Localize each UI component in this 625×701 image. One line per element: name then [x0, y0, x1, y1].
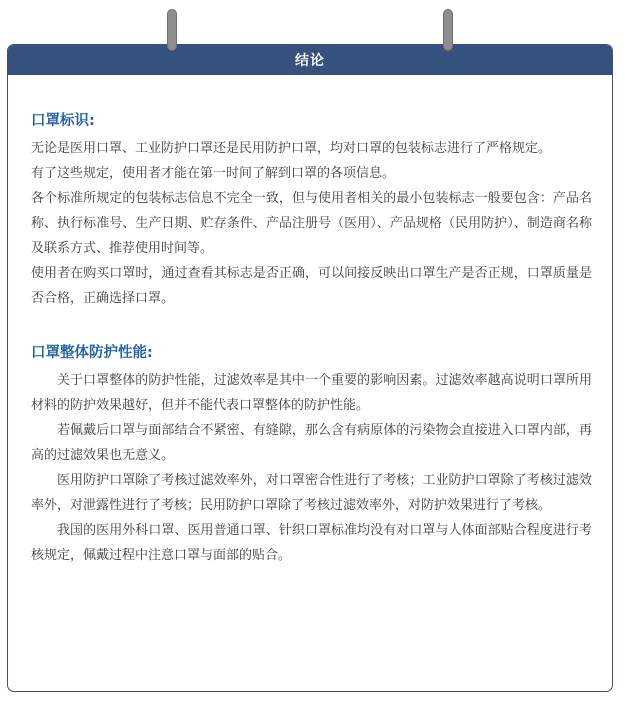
section-heading: 口罩标识: — [31, 113, 95, 129]
section-mask-labeling — [31, 109, 592, 311]
section-overall-protection — [31, 341, 592, 568]
paragraph: 使用者在购买口罩时，通过查看其标志是否正确，可以间接反映出口罩生产是否正规，口罩质量是否合格，正确选择口罩。 — [31, 266, 592, 306]
paragraph: 各个标准所规定的包装标志信息不完全一致，但与使用者相关的最小包装标志一般要包含：产品名称、执行标准号、生产日期、贮存条件、产品注册号（医用）、产品规格（民用防护）、制造商名称及联系方式、推荐使用时间等。 — [31, 191, 592, 256]
binder-pin-right — [443, 9, 453, 51]
conclusion-card — [7, 44, 613, 692]
paragraph: 若佩戴后口罩与面部结合不紧密、有缝隙，那么含有病原体的污染物会直接进入口罩内部，再高的过滤效果也无意义。 — [31, 423, 592, 463]
paragraph: 医用防护口罩除了考核过滤效率外，对口罩密合性进行了考核；工业防护口罩除了考核过滤效率外，对泄露性进行了考核；民用防护口罩除了考核过滤效率外，对防护效果进行了考核。 — [31, 473, 592, 513]
section-heading: 口罩整体防护性能: — [31, 345, 153, 361]
card-title: 结论 — [295, 53, 325, 69]
section-spacer — [31, 311, 592, 341]
paragraph: 我国的医用外科口罩、医用普通口罩、针织口罩标准均没有对口罩与人体面部贴合程度进行考核规定，佩戴过程中注意口罩与面部的贴合。 — [31, 523, 592, 563]
card-content — [8, 75, 612, 568]
paragraph: 关于口罩整体的防护性能，过滤效率是其中一个重要的影响因素。过滤效率越高说明口罩所用材料的防护效果越好，但并不能代表口罩整体的防护性能。 — [31, 373, 592, 413]
binder-pin-left — [167, 9, 177, 51]
paragraph: 有了这些规定，使用者才能在第一时间了解到口罩的各项信息。 — [31, 166, 396, 181]
paragraph: 无论是医用口罩、工业防护口罩还是民用防护口罩，均对口罩的包装标志进行了严格规定。 — [31, 141, 552, 156]
card-header — [8, 45, 612, 75]
